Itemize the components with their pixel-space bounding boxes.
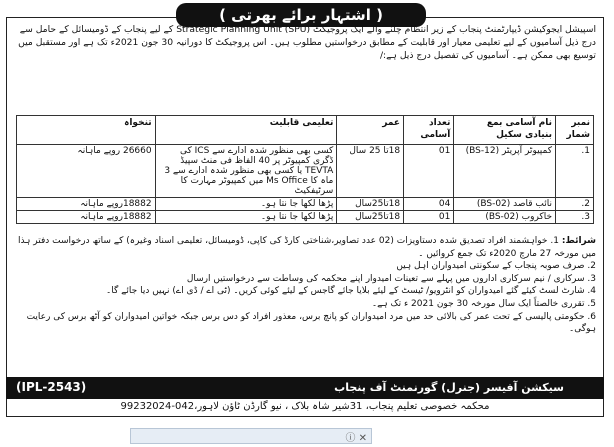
condition-text: شارٹ لسٹ کیئے گئے امیدواران کو انٹرویو/ ٹیسٹ کے لیئے بلایا جائے گاجس کے لیئے کوئی کریں۔ (ٹی اے / ڈی اے) نہیں دیا جائے گا۔ [105,286,585,297]
ad-banner-placeholder[interactable] [130,428,372,444]
condition-text: تقرری خالصتاً ایک سال مورخہ 30 جون 2021 ء تک ہے۔ [371,298,585,309]
row-pay: 18882روپے ماہانہ [17,211,156,224]
row-pay: 26660 روپے ماہانہ [17,145,156,198]
header-pay: تنخواہ [17,116,156,145]
condition-text: خواہشمند افراد تصدیق شدہ دستاویزات (02 عدد تصاویر،شناختی کارڈ کی کاپی، ڈومیسائل، تعلیمی اسناد وغیرہ) کے ساتھ درخواست دفتر ہذا میں مورخہ 27 مارچ 2020ء تک جمع کروائیں ۔ [17,236,596,259]
posts-table [16,115,594,224]
row-age: 18تا25سال [337,198,404,211]
header-serial: نمبر شمار [556,116,594,145]
issuer-address: محکمہ خصوصی تعلیم پنجاب، 31شیر شاہ بلاک ، نیو گارڈن ٹاؤن لاہور،042-99232024 [120,401,490,412]
footer-bar [6,377,604,399]
conditions-label: شرائط: [561,236,596,246]
row-post-name: خاکروب (BS-02) [454,211,556,224]
row-count: 01 [404,145,454,198]
row-qualification: پڑھا لکھا جا نتا ہو۔ [155,198,337,211]
row-count: 04 [404,198,454,211]
ad-title: ( اشتہار برائے بھرتی ) [176,3,426,27]
table-row [17,145,594,198]
row-age: 18تا 25 سال [337,145,404,198]
condition-item: 2. صرف صوبہ پنجاب کے سکونتی امیدواران اہل ہیں [396,261,596,272]
condition-item: 3. سرکاری / نیم سرکاری اداروں میں پہلے سے تعینات امیدوار اپنے محکمہ کی وساطت سے درخواستیں ارسال [186,273,596,284]
row-serial: 3. [556,211,594,224]
row-qualification: پڑھا لکھا جا نتا ہو۔ [155,211,337,224]
conditions-section [16,235,596,336]
condition-item: شرائط: 1. خواہشمند افراد تصدیق شدہ دستاویزات (02 عدد تصاویر،شناختی کارڈ کی کاپی، ڈومیسائل، تعلیمی اسناد وغیرہ) کے ساتھ درخواست دفتر ہذا میں مورخہ 27 مارچ 2020ء تک جمع کروائیں ۔ [17,236,596,259]
row-serial: 2. [556,198,594,211]
condition-item: 5. تقرری خالصتاً ایک سال مورخہ 30 جون 2021 ء تک ہے۔ [371,298,596,309]
ad-code: (IPL-2543) [16,380,87,394]
condition-text: سرکاری / نیم سرکاری اداروں میں پہلے سے تعینات امیدوار اپنے محکمہ کی وساطت سے درخواستیں ارسال [186,273,585,284]
condition-text: حکومتی پالیسی کے تحت عمر کی بالائی حد میں مرد امیدواران کو پانچ برس، معذور افراد کو دس برس جبکہ خواتین امیدواران کو آٹھ برس کی رعایت ہوگی۔ [26,311,596,335]
condition-item: 4. شارٹ لسٹ کیئے گئے امیدواران کو انٹرویو/ ٹیسٹ کے لیئے بلایا جائے گاجس کے لیئے کوئی کریں۔ (ٹی اے / ڈی اے) نہیں دیا جائے گا۔ [105,286,596,297]
row-age: 18تا25سال [337,211,404,224]
table-row [17,211,594,224]
header-qualification: تعلیمی قابلیت [155,116,337,145]
table-header-row [17,116,594,145]
header-post-name: نام آسامی بمع بنیادی سکیل [454,116,556,145]
advertisement [6,3,606,417]
header-age: عمر [337,116,404,145]
condition-text: صرف صوبہ پنجاب کے سکونتی امیدواران اہل ہیں [396,261,585,272]
row-post-name: نائب قاصد (BS-02) [454,198,556,211]
header-count: تعداد آسامی [404,116,454,145]
condition-item: 6. حکومتی پالیسی کے تحت عمر کی بالائی حد میں مرد امیدواران کو پانچ برس، معذور افراد کو دس برس جبکہ خواتین امیدواران کو آٹھ برس کی رعایت ہوگی۔ [26,311,596,335]
intro-paragraph: اسپیشل ایجوکیشن ڈیپارٹمنٹ پنجاب کے زیر انتظام چلنے والے ایک پروجیکٹ (Strategic Planning Unit (SPU کے لیے پنجاب کے ڈومیسائل کے حامل سے درج ذیل آسامیوں کے لیے تعلیمی معیار اور قابلیت کے مطابق درخواستیں مطلوب ہیں۔ اس پروجیکٹ کا دورانیہ 30 جون 2021ء تک ہے اور مستقبل میں توسیع بھی ممکن ہے۔ آسامیوں کی تفصیل درج ذیل ہے:/ [18,24,596,61]
row-post-name: کمپیوٹر آپریٹر (BS-12) [454,145,556,198]
row-count: 01 [404,211,454,224]
table-row [17,198,594,211]
row-pay: 18882روپے ماہانہ [17,198,156,211]
row-qualification: کسی بھی منظور شدہ ادارے سے ICS کی ڈگری کمپیوٹر پر 40 الفاظ فی منٹ سپیڈ TEVTA یا کسی بھی منظور شدہ ادارے سے 3 ماہ کا Ms Office میں کمپیوٹر مہارت کا سرٹیفکیٹ [155,145,337,198]
ad-close-icon[interactable]: ⓘ ✕ [345,433,367,444]
row-serial: 1. [556,145,594,198]
issuer-title: سیکشن آفیسر (جنرل) گورنمنٹ آف پنجاب [334,381,564,394]
